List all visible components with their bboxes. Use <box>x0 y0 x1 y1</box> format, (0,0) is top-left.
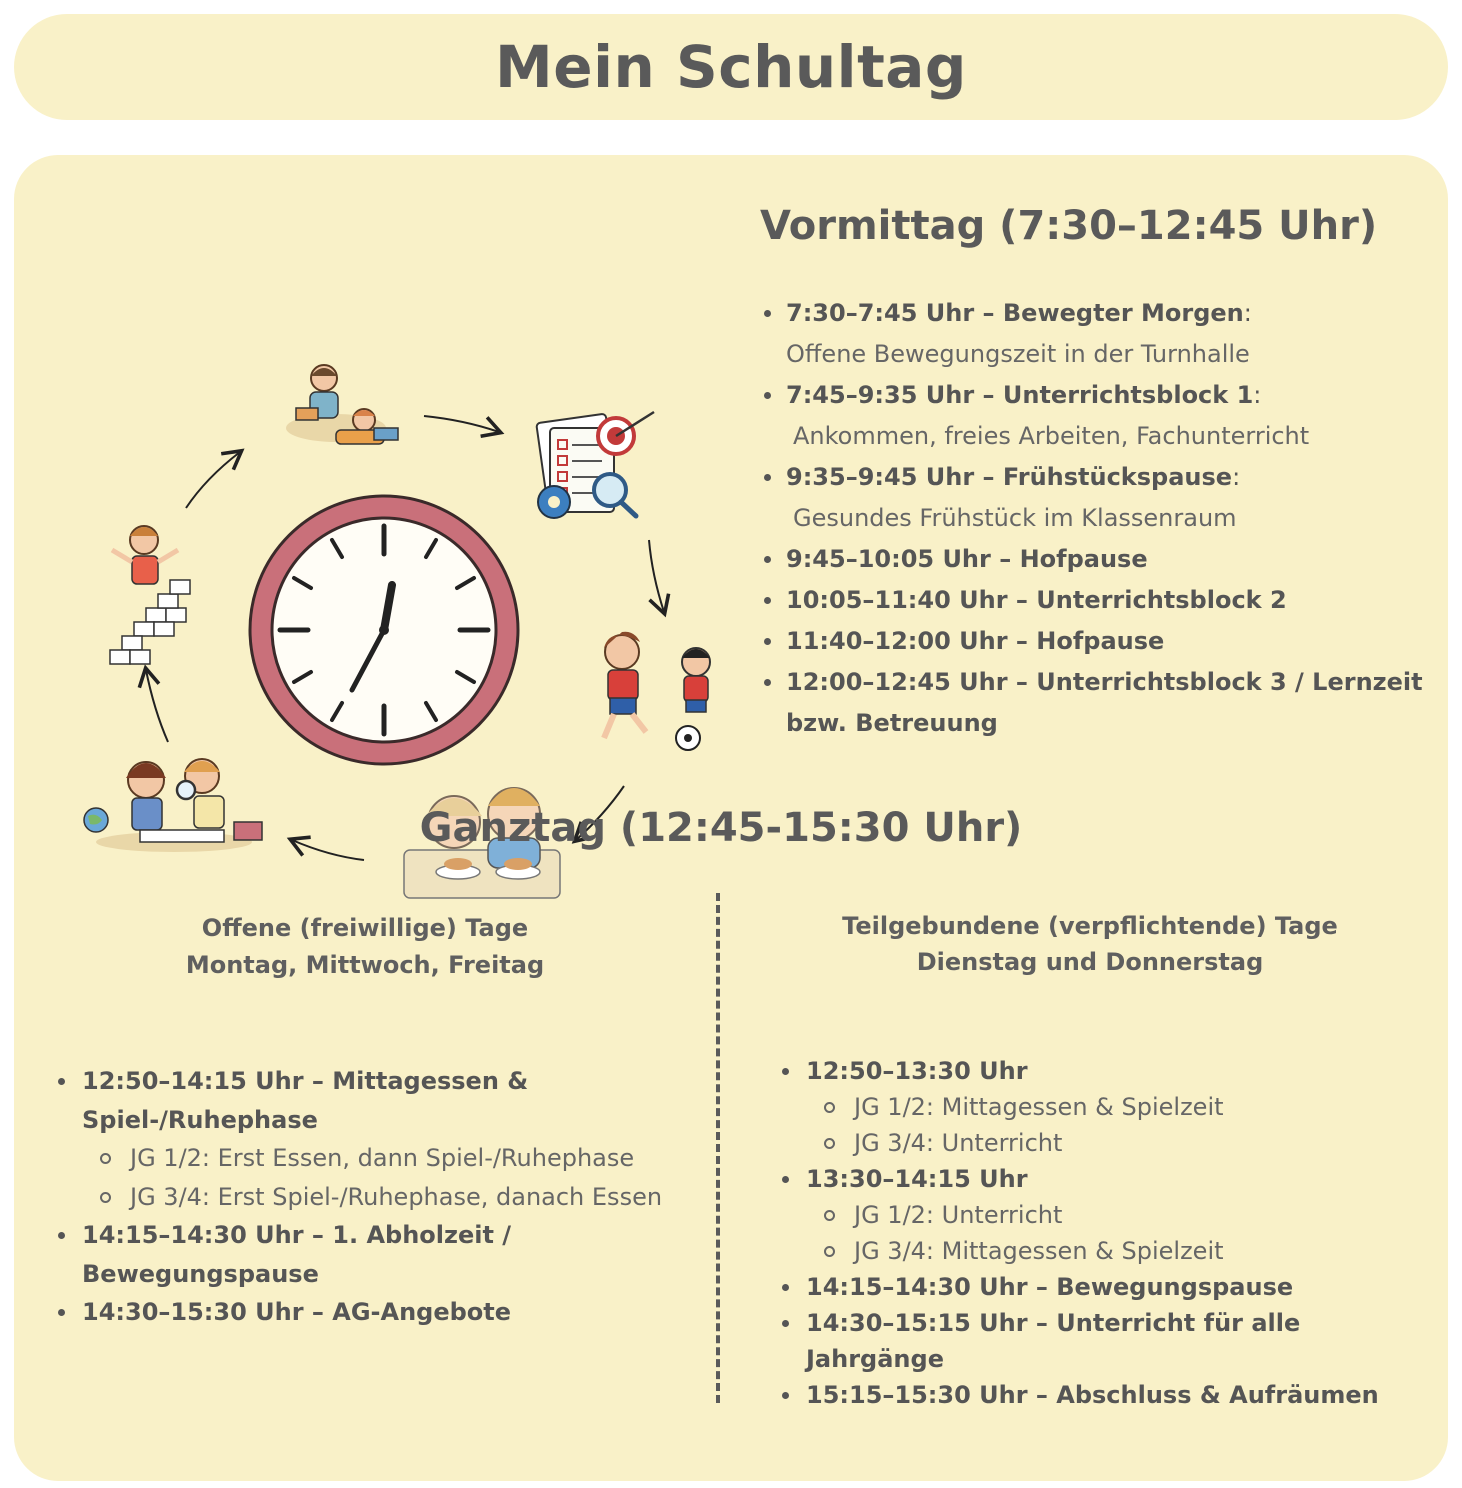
page-title: Mein Schultag <box>495 33 967 101</box>
bound-days-schedule <box>778 1053 1438 1413</box>
open-days-schedule <box>54 1062 694 1332</box>
sub-list-item: JG 3/4: Unterricht <box>854 1125 1438 1161</box>
schedule-item-title: 13:30–14:15 Uhr <box>806 1165 1028 1193</box>
list-item <box>786 457 1440 539</box>
main-panel <box>14 155 1448 1481</box>
bound-days-title: Teilgebundene (verpflichtende) Tage <box>842 912 1338 940</box>
list-item <box>82 1062 694 1216</box>
morning-item-title: 12:00–12:45 Uhr – Unterrichtsblock 3 / Lernzeit bzw. Betreuung <box>786 668 1423 737</box>
open-days-header <box>40 910 690 984</box>
sub-list <box>806 1089 1438 1161</box>
schedule-item-title: 14:15–14:30 Uhr – 1. Abholzeit / Bewegungspause <box>82 1221 512 1288</box>
checklist-target-icon <box>536 412 654 518</box>
kids-playing-icon <box>286 365 398 444</box>
list-item <box>82 1216 694 1293</box>
open-days-list <box>54 1062 694 1332</box>
sub-list-item: JG 1/2: Erst Essen, dann Spiel-/Ruhephase <box>130 1139 694 1178</box>
list-item <box>786 293 1440 375</box>
schedule-item-title: 12:50–13:30 Uhr <box>806 1057 1028 1085</box>
bound-days-weekdays: Dienstag und Donnerstag <box>916 948 1264 976</box>
sub-list-item: JG 3/4: Erst Spiel-/Ruhephase, danach Essen <box>130 1178 694 1217</box>
bound-days-list <box>778 1053 1438 1413</box>
sub-list-item: JG 3/4: Mittagessen & Spielzeit <box>854 1233 1438 1269</box>
morning-list <box>760 293 1440 744</box>
kids-soccer-icon <box>604 632 710 750</box>
list-item <box>806 1377 1438 1413</box>
column-divider <box>716 893 720 1403</box>
morning-heading: Vormittag (7:30–12:45 Uhr) <box>760 203 1378 249</box>
morning-item-title: 9:45–10:05 Uhr – Hofpause <box>786 545 1148 573</box>
bound-days-header <box>760 908 1420 980</box>
afternoon-heading: Ganztag (12:45-15:30 Uhr) <box>419 805 1023 851</box>
schedule-item-title: 14:30–15:15 Uhr – Unterricht für alle Jahrgänge <box>806 1309 1301 1373</box>
open-days-title: Offene (freiwillige) Tage <box>201 914 529 942</box>
list-item <box>786 662 1440 744</box>
morning-item-title: 9:35–9:45 Uhr – Frühstückspause <box>786 463 1233 491</box>
list-item <box>806 1305 1438 1377</box>
list-item <box>82 1293 694 1332</box>
list-item <box>806 1161 1438 1269</box>
open-days-weekdays: Montag, Mittwoch, Freitag <box>185 951 545 979</box>
list-item <box>786 375 1440 457</box>
sub-list-item: JG 1/2: Mittagessen & Spielzeit <box>854 1089 1438 1125</box>
morning-item-sep: : <box>1243 299 1252 327</box>
morning-item-desc: Offene Bewegungszeit in der Turnhalle <box>786 340 1250 368</box>
clock-icon <box>250 496 518 764</box>
sub-list <box>806 1197 1438 1269</box>
sub-list-item: JG 1/2: Unterricht <box>854 1197 1438 1233</box>
list-item <box>786 621 1440 662</box>
morning-item-desc: Ankommen, freies Arbeiten, Fachunterricht <box>793 422 1310 450</box>
list-item <box>786 580 1440 621</box>
morning-item-title: 7:45–9:35 Uhr – Unterrichtsblock 1 <box>786 381 1254 409</box>
morning-item-desc: Gesundes Frühstück im Klassenraum <box>793 504 1237 532</box>
list-item <box>806 1269 1438 1305</box>
title-banner <box>14 14 1448 120</box>
list-item <box>786 539 1440 580</box>
hopscotch-icon <box>110 526 190 664</box>
list-item <box>806 1053 1438 1161</box>
schedule-item-title: 14:15–14:30 Uhr – Bewegungspause <box>806 1273 1294 1301</box>
schedule-item-title: 14:30–15:30 Uhr – AG-Angebote <box>82 1298 512 1326</box>
morning-item-title: 10:05–11:40 Uhr – Unterrichtsblock 2 <box>786 586 1287 614</box>
morning-item-sep: : <box>1253 381 1262 409</box>
morning-section <box>760 203 1440 744</box>
sub-list <box>82 1139 694 1216</box>
schedule-item-title: 15:15–15:30 Uhr – Abschluss & Aufräumen <box>806 1381 1379 1409</box>
morning-item-title: 11:40–12:00 Uhr – Hofpause <box>786 627 1165 655</box>
schedule-item-title: 12:50–14:15 Uhr – Mittagessen & Spiel-/Ruhephase <box>82 1067 529 1134</box>
morning-item-title: 7:30–7:45 Uhr – Bewegter Morgen <box>786 299 1244 327</box>
morning-item-sep: : <box>1232 463 1241 491</box>
